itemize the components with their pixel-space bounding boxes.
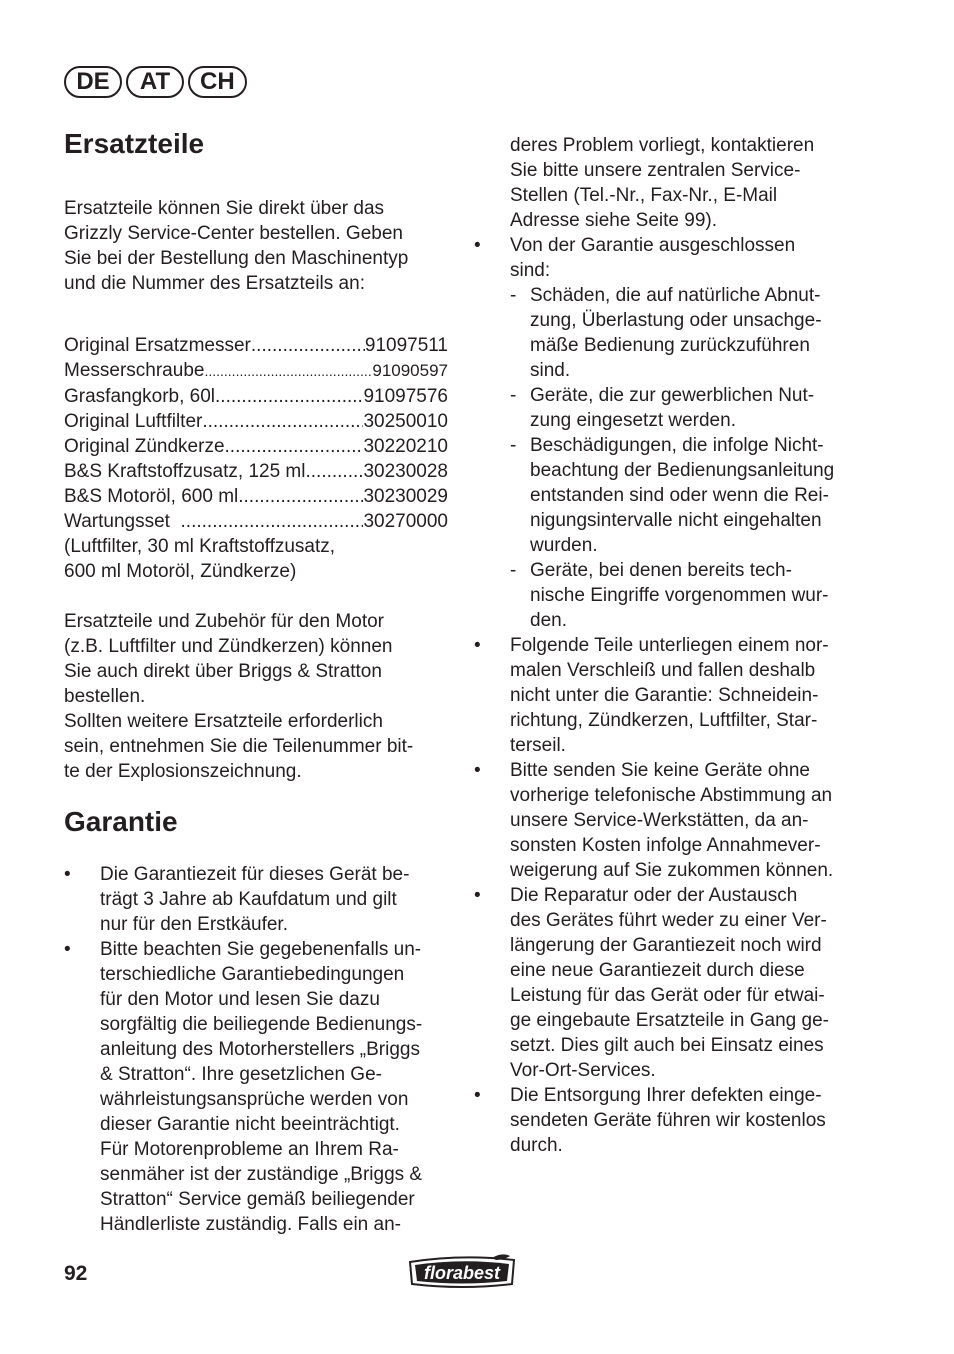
left-column: [64, 128, 448, 1237]
garantie-bullet-continued: deres Problem vorliegt, kontaktieren Sie bitte unsere zentralen Service- Stellen (Tel.-Nr., Fax-Nr., E-Mail Adresse siehe Seite 99).: [510, 135, 815, 231]
motor-line: Sollten weitere Ersatzteile erforderlich: [64, 711, 383, 732]
garantie-bullet: • Bitte senden Sie keine Geräte ohne vorherige telefonische Abstimmung an unsere Service-Werkstätten, da an- sonsten Kosten infolge Annahmever- weigerung auf Sie zukommen können.: [474, 760, 834, 881]
part-row: Original Zündkerze ..... 30220210: [64, 434, 448, 459]
part-row: Original Ersatzmesser ..... 91097511: [64, 333, 448, 358]
dash-mark: -: [510, 285, 517, 306]
motor-line: Ersatzteile und Zubehör für den Motor: [64, 611, 385, 632]
motor-line: sein, entnehmen Sie die Teilenummer bit-: [64, 736, 414, 757]
part-row: Original Luftfilter ..... 30250010: [64, 409, 448, 434]
exclusion-item: - Schäden, die auf natürliche Abnut- zung, Überlastung oder unsachge- mäße Bedienung zurückzuführen sind.: [510, 285, 822, 381]
exclusion-item: - Beschädigungen, die infolge Nicht- beachtung der Bedienungsanleitung entstanden sind oder wenn die Rei- nigungsintervalle nicht eingehalten wurden.: [510, 435, 835, 556]
parts-note: 600 ml Motoröl, Zündkerze): [64, 561, 297, 582]
dash-mark: -: [510, 435, 517, 456]
right-column: [474, 133, 864, 1158]
parts-list: [64, 333, 448, 584]
motor-line: bestellen.: [64, 686, 146, 707]
page-number: 92: [64, 1262, 88, 1285]
exclusion-item: - Geräte, die zur gewerblichen Nut- zung eingesetzt werden.: [510, 385, 815, 431]
bullet-mark: •: [474, 760, 481, 781]
part-row: Wartungsset ..... 30270000: [64, 509, 448, 534]
bullet-mark: •: [474, 885, 481, 906]
motor-parts-text: [64, 609, 448, 784]
intro-line: und die Nummer des Ersatzteils an:: [64, 273, 365, 294]
ersatzteile-intro: [64, 196, 448, 296]
garantie-bullet: • Die Reparatur oder der Austausch des Gerätes führt weder zu einer Ver- längerung der Garantiezeit noch wird eine neue Garantiezeit durch diese Leistung für das Gerät oder für etwai- ge eingebaute Ersatzteile in Gang ge- setzt. Dies gilt auch bei Einsatz eines Vor-Ort-Services.: [474, 885, 829, 1081]
bullet-mark: •: [474, 1085, 481, 1106]
part-row: Messerschraube ..... 91090597: [64, 358, 448, 384]
intro-line: Grizzly Service-Center bestellen. Geben: [64, 223, 403, 244]
garantie-bullet: • Von der Garantie ausgeschlossen sind:: [474, 235, 796, 281]
exclusion-item: - Geräte, bei denen bereits tech- nische Eingriffe vorgenommen wur- den.: [510, 560, 829, 631]
garantie-bullet: • Die Entsorgung Ihrer defekten einge- sendeten Geräte führen wir kostenlos durch.: [474, 1085, 826, 1156]
garantie-bullet: • Folgende Teile unterliegen einem nor- malen Verschleiß und fallen deshalb nicht unter die Garantie: Schneidein- richtung, Zündkerzen, Luftfilter, Star- terseil.: [474, 635, 829, 756]
motor-line: te der Explosionszeichnung.: [64, 761, 302, 782]
bullet-mark: •: [474, 235, 481, 256]
ersatzteile-heading: Ersatzteile: [64, 128, 205, 159]
part-row: Grasfangkorb, 60l ..... 91097576: [64, 384, 448, 409]
intro-line: Ersatzteile können Sie direkt über das: [64, 198, 385, 219]
dash-mark: -: [510, 560, 517, 581]
part-row: B&S Kraftstoffzusatz, 125 ml ..... 30230028: [64, 459, 448, 484]
bullet-mark: •: [64, 939, 71, 960]
motor-line: (z.B. Luftfilter und Zündkerzen) können: [64, 636, 393, 657]
florabest-logo-icon: [406, 1254, 518, 1288]
part-row: B&S Motoröl, 600 ml ..... 30230029: [64, 484, 448, 509]
garantie-bullet: • Die Garantiezeit für dieses Gerät be- trägt 3 Jahre ab Kaufdatum und gilt nur für den Erstkäufer.: [64, 864, 410, 935]
brand-wordmark: florabest: [423, 1263, 501, 1283]
language-badge-ch: CH: [188, 66, 247, 98]
motor-line: Sie auch direkt über Briggs & Stratton: [64, 661, 382, 682]
bullet-mark: •: [474, 635, 481, 656]
garantie-heading: Garantie: [64, 806, 178, 837]
intro-line: Sie bei der Bestellung den Maschinentyp: [64, 248, 409, 269]
garantie-bullet: • Bitte beachten Sie gegebenenfalls un- terschiedliche Garantiebedingungen für den Motor und lesen Sie dazu sorgfältig die beiliegende Bedienungs- anleitung des Motorherstellers „Briggs & Stratton“. Ihre gesetzlichen Ge- währleistungsansprüche werden von dieser Garantie nicht beeinträchtigt. Für Motorenprobleme an Ihrem Ra- senmäher ist der zuständige „Briggs & Stratton“ Service gemäß beiliegender Händlerliste zuständig. Falls ein an-: [64, 939, 423, 1235]
bullet-mark: •: [64, 864, 71, 885]
language-badge-de: DE: [64, 66, 122, 98]
language-badge-at: AT: [126, 66, 184, 98]
language-badges: [64, 66, 247, 98]
parts-note: (Luftfilter, 30 ml Kraftstoffzusatz,: [64, 536, 336, 557]
dash-mark: -: [510, 385, 517, 406]
